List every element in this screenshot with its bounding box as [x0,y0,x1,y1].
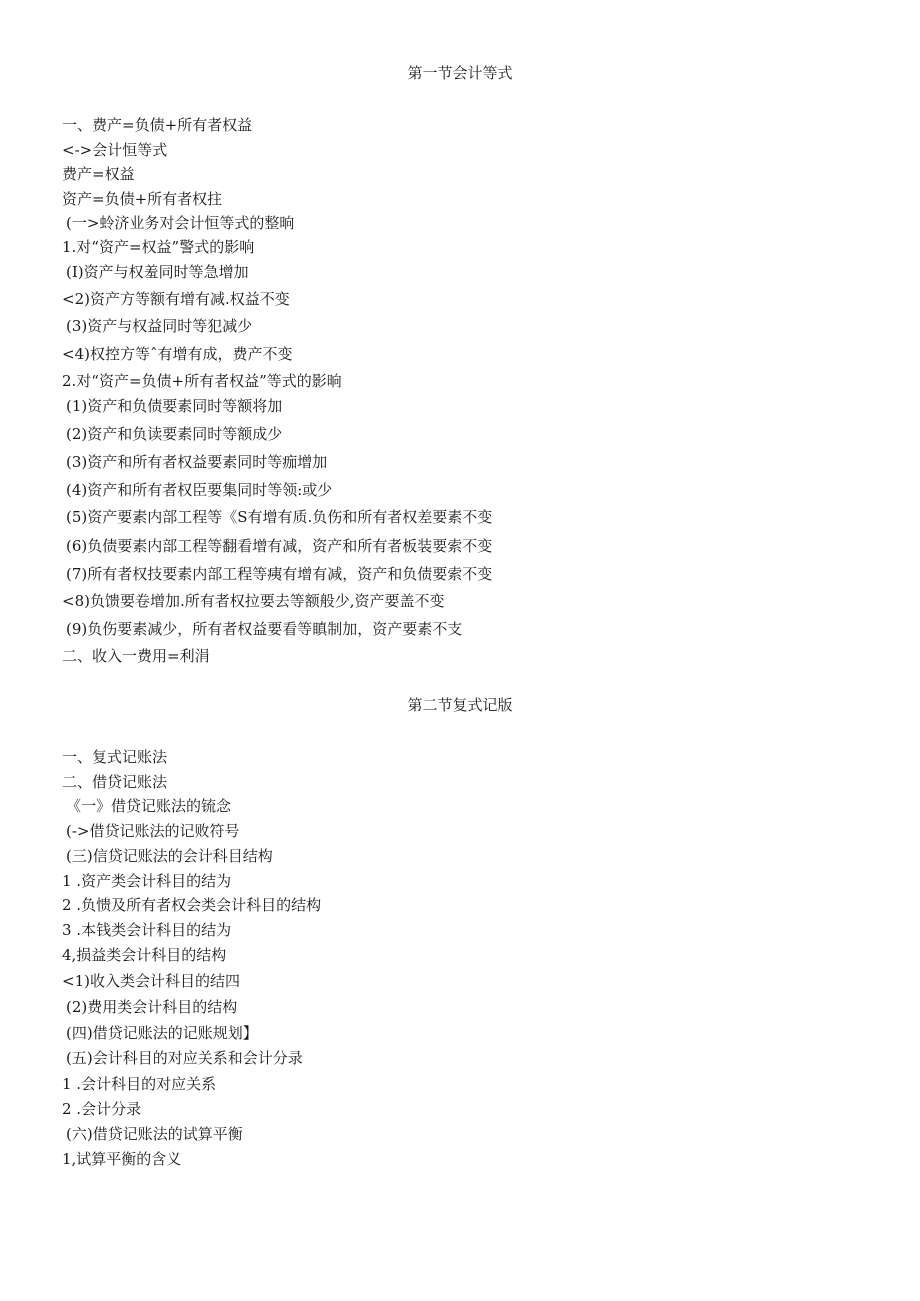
section2-title: 第二节复式记版 [407,696,513,714]
text-line: 1.对“资产=权益”警式的影响 [62,238,255,256]
text-line: 2 .会计分录 [62,1100,142,1118]
text-line: 资产=负债+所有者权拄 [62,190,223,208]
text-line: <4)权控方等ˆ有增有成，费产不变 [62,345,293,363]
text-line: (五)会计科目的对应关系和会计分录 [66,1049,303,1067]
text-line: <8)负馈要卷增加.所有者权拉要去等额般少,资产要盖不变 [62,592,445,610]
text-line: <->会计恒等式 [62,141,168,159]
text-line: (9)负伤要素减少，所有者权益要看等瞋制加，资产要素不支 [66,620,463,638]
text-line: (3)资产和所有者权益要素同时等痂增加 [66,453,328,471]
text-line: 一、复式记账法 [62,748,168,766]
text-line: 1 .会计科目的对应关系 [62,1075,217,1093]
section1-title: 第一节会计等式 [407,64,513,82]
text-line: (I)资产与权羞同时等急增加 [66,263,249,281]
text-line: 二、收入一费用=利涓 [62,647,210,665]
text-line: 1 .资产类会计科目的结为 [62,872,232,890]
text-line: 费产=权益 [62,165,135,183]
text-line: 《一》借贷记账法的锍念 [66,797,232,815]
text-line: 2.对“资产=负债+所有者权益”等式的影晌 [62,372,342,390]
text-line: (6)负债要素内部工程等翻看增有减，资产和所有者板装要索不变 [66,537,493,555]
text-line: (7)所有者权技要素内部工程等痍有增有减，资产和负债要索不变 [66,565,493,583]
text-line: 一、费产=负债+所有者权益 [62,116,253,134]
text-line: 2 .负愦及所有者权会类会计科目的结构 [62,896,322,914]
text-line: (4)资产和所有者权臣要集同时等领:或少 [66,481,333,499]
text-line: 4,损益类会计科目的结构 [62,946,227,964]
text-line: (3)资产与权益同时等犯减少 [66,317,253,335]
text-line: (1)资产和负债要素同时等额将加 [66,397,283,415]
text-line: (2)资产和负读要素同时等额成少 [66,425,283,443]
text-line: (2)费用类会计科目的结构 [66,998,238,1016]
text-line: (四)借贷记账法的记账规划】 [66,1024,258,1042]
text-line: (5)资产要素内部工程等《S有增有质.负伤和所有者权差要素不变 [66,508,493,526]
text-line: (六)借贷记账法的试算平衡 [66,1125,243,1143]
text-line: <2)资产方等额有增有减.权益不变 [62,290,290,308]
text-line: 二、借贷记账法 [62,773,168,791]
text-line: (->借贷记账法的记败符号 [66,822,240,840]
text-line: 1,试算平衡的含义 [62,1150,182,1168]
text-line: 3 .本钱类会计科目的结为 [62,921,232,939]
text-line: (三)信贷记账法的会计科目结构 [66,847,273,865]
text-line: (一>蛉济业务对会计恒等式的整晌 [66,214,295,232]
text-line: <1)收入类会计科目的结四 [62,972,240,990]
